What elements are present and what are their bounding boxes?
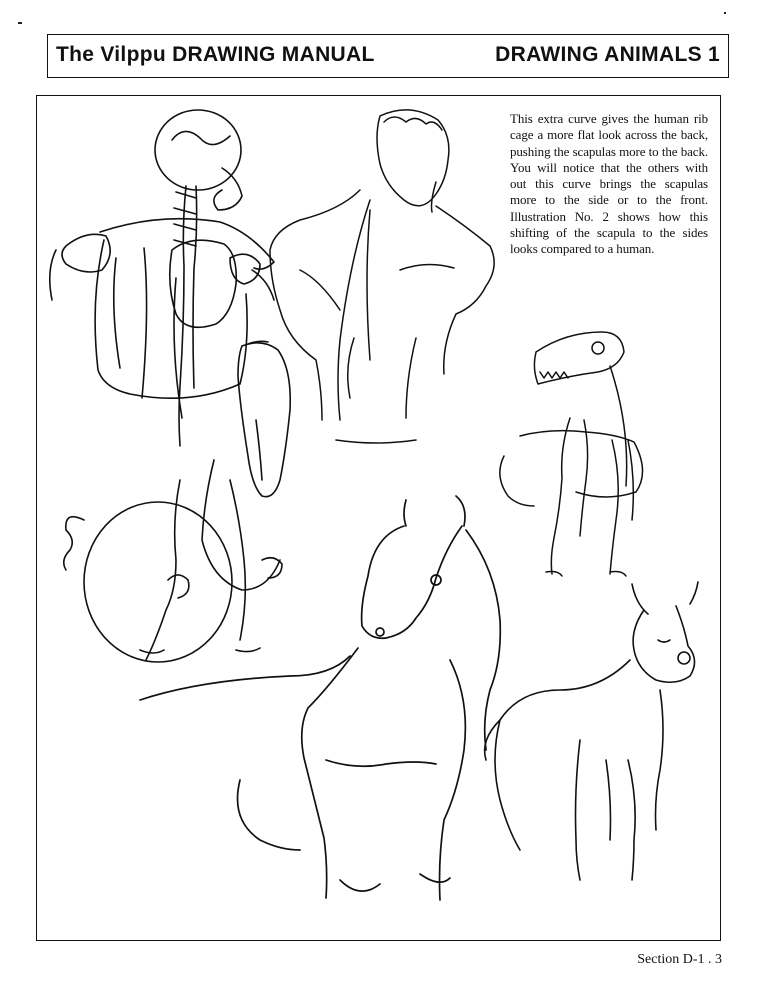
chapter-title: DRAWING ANIMALS 1 bbox=[495, 43, 720, 66]
caption-text: This extra curve gives the human rib cage a more flat look across the back, pushing the scapulas more to the back. You will notice that the others with out this curve brings the scapulas more to the side or to the front. Illustration No. 2 shows how this shifting of the scapula to the sides looks compared to a human. bbox=[510, 111, 708, 257]
horse-skull-skeleton-sketch-icon bbox=[500, 332, 643, 576]
manual-title: The Vilppu DRAWING MANUAL bbox=[56, 43, 375, 66]
section-footer: Section D-1 . 3 bbox=[637, 952, 722, 967]
horse-head-standing-sketch-icon bbox=[140, 496, 500, 900]
human-back-musculature-sketch-icon bbox=[270, 110, 494, 443]
dog-standing-sketch-icon bbox=[485, 582, 698, 880]
horse-skeleton-front-sketch-icon bbox=[64, 341, 291, 662]
